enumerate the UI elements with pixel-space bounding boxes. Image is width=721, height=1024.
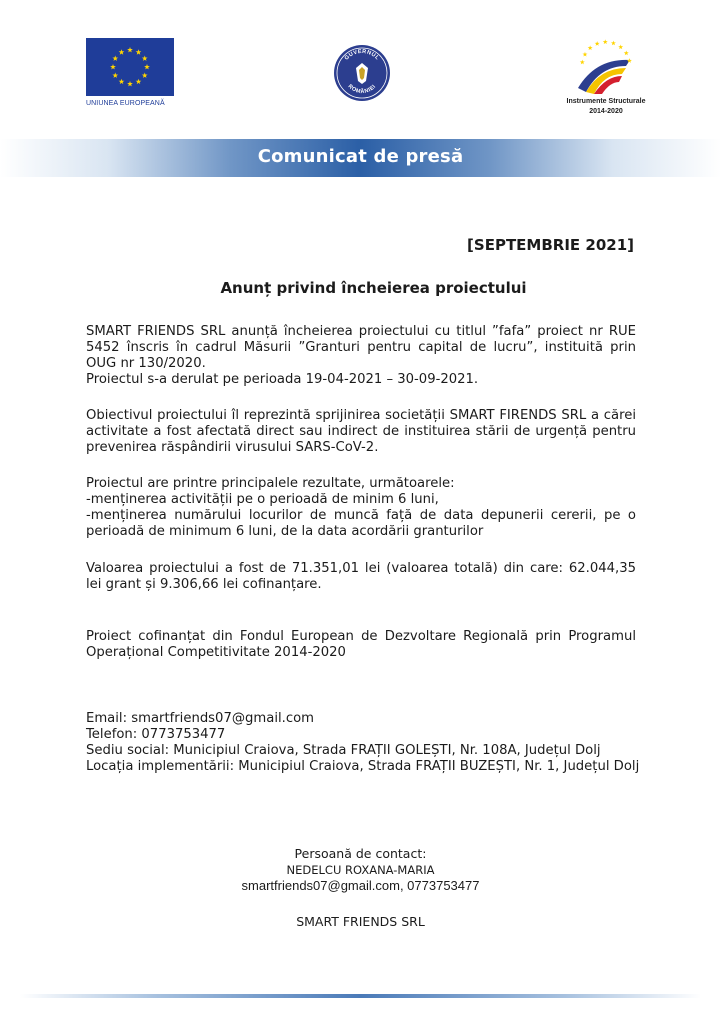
announcement-heading: Anunț privind încheierea proiectului [220,279,527,297]
eu-star-icon [142,73,148,78]
banner-title: Comunicat de presă [257,146,464,167]
period-paragraph: Proiectul s-a derulat pe perioada 19-04-2021 – 30-09-2021. [86,372,479,387]
structural-instruments-years: 2014-2020 [589,108,623,115]
svg-text:ROMÂNIEI: ROMÂNIEI [346,83,378,96]
eu-star-icon [142,56,148,61]
footer-divider [20,994,701,998]
release-date: [SEPTEMBRIE 2021] [467,236,634,254]
eu-star-icon [112,73,118,78]
structural-star-icon [611,41,616,46]
svg-text:GUVERNUL: GUVERNUL [343,48,381,62]
value-section [86,561,636,593]
results-intro: Proiectul are printre principalele rezultate, următoarele: [86,476,455,491]
structural-star-icon [603,39,608,44]
company-details [86,711,646,775]
eu-star-icon [110,64,116,69]
eu-star-icon [127,81,133,86]
government-seal-logo [333,44,391,102]
intro-paragraph: SMART FRIENDS SRL anunță încheierea proiectului cu titlul ”fafa” proiect nr RUE 5452 înscris în cadrul Măsurii ”Granturi pentru capital de lucru”, instituită prin OUG nr 130/2020. [86,324,636,371]
eu-flag-icon [86,38,174,96]
result-item: -menținerea numărului locurilor de muncă față de data depunerii cererii, pe o perioadă de minimum 6 luni, de la data acordării granturilor [86,508,636,539]
press-release-banner [0,139,721,177]
structural-star-icon [624,51,629,56]
result-item: -menținerea activității pe o perioadă de minim 6 luni, [86,492,439,507]
eu-caption: UNIUNEA EUROPEANĂ [86,100,165,107]
phone-line: Telefon: 0773753477 [86,727,226,742]
structural-star-icon [595,41,600,46]
funding-paragraph: Proiect cofinanțat din Fondul European de Dezvoltare Regională prin Programul Operațional Competitivitate 2014-2020 [86,629,636,660]
funding-section [86,629,636,661]
contact-label: Persoană de contact: [294,846,427,861]
intro-section [86,324,636,388]
value-paragraph: Valoarea proiectului a fost de 71.351,01 lei (valoarea totală) din care: 62.044,35 lei grant și 9.306,66 lei cofinanțare. [86,561,636,592]
company-signature: SMART FRIENDS SRL [296,914,425,929]
structural-star-icon [580,60,585,65]
eu-star-icon [136,49,142,54]
contact-info: smartfriends07@gmail.com, 0773753477 [241,878,480,893]
structural-instruments-title: Instrumente Structurale [566,98,646,105]
structural-instruments-logo [556,36,656,122]
email-line: Email: smartfriends07@gmail.com [86,711,315,726]
eu-logo [86,38,174,107]
eu-star-icon [112,56,118,61]
results-section [86,476,636,540]
headquarters-line: Sediu social: Municipiul Craiova, Strada FRAȚII GOLEȘTI, Nr. 108A, Județul Dolj [86,743,601,758]
structural-star-icon [583,52,588,57]
eu-star-icon [119,49,125,54]
structural-star-icon [618,44,623,49]
structural-star-icon [588,45,593,50]
location-line: Locația implementării: Municipiul Craiova, Strada FRAȚII BUZEȘTI, Nr. 1, Județul Dolj [86,759,640,774]
contact-person-block [0,846,721,894]
eu-star-icon [119,79,125,84]
contact-name: NEDELCU ROXANA-MARIA [286,863,435,877]
eu-star-icon [144,64,150,69]
eu-star-icon [127,47,133,52]
objective-paragraph: Obiectivul proiectului îl reprezintă sprijinirea societății SMART FIRENDS SRL a cărei activitate a fost afectată direct sau indirect de instituirea stării de urgență pentru prevenirea răspândirii virusului SARS-CoV-2. [86,408,636,455]
objective-section [86,408,636,456]
eu-star-icon [136,79,142,84]
